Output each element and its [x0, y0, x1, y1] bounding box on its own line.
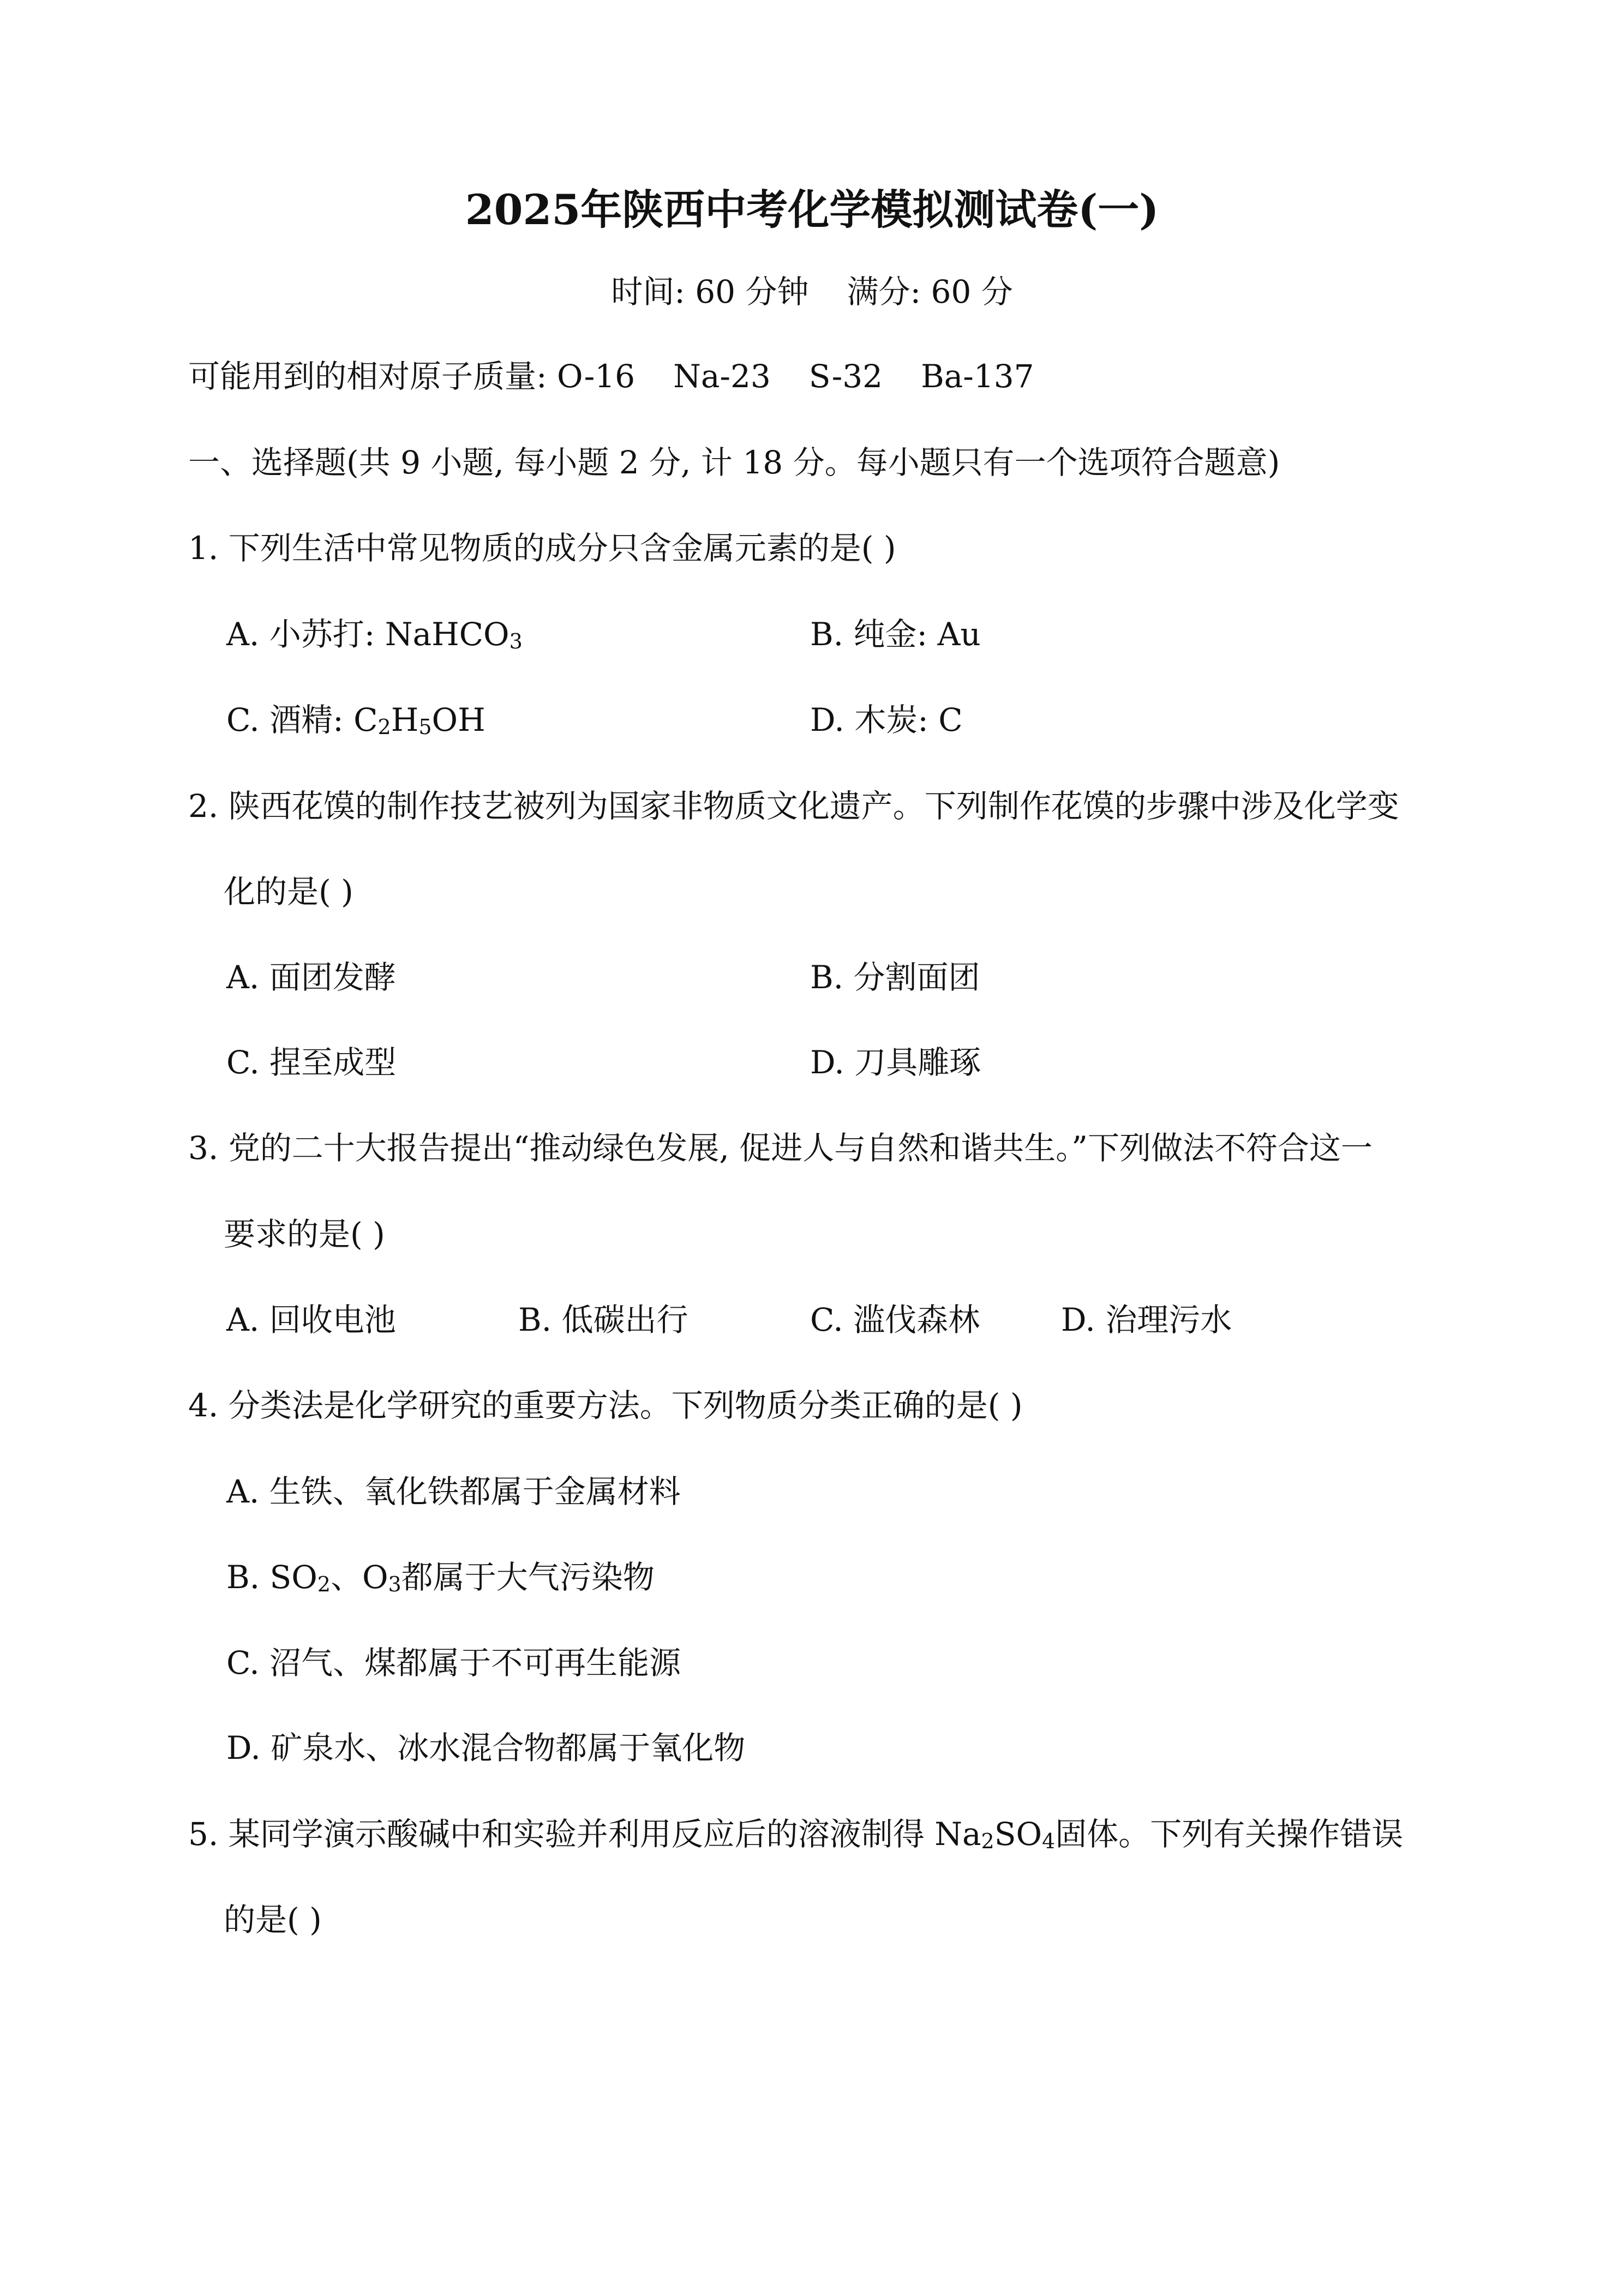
question-stem: 4. 分类法是化学研究的重要方法。下列物质分类正确的是( ): [188, 1387, 1023, 1424]
question-stem-continued: 要求的是( ): [224, 1216, 385, 1253]
question-stem-continued: 的是( ): [224, 1901, 322, 1938]
question-option-d: D. 治理污水: [1061, 1301, 1232, 1338]
question-option-b: B. SO2、O3都属于大气污染物: [226, 1559, 655, 1596]
question-option-d: D. 刀具雕琢: [810, 1044, 981, 1081]
question-option-c: C. 滥伐森林: [810, 1301, 980, 1338]
atomic-mass-item: Na-23: [673, 358, 771, 395]
question-option-b: B. 纯金: Au: [810, 616, 981, 653]
question-option-c: C. 酒精: C2H5OH: [226, 701, 486, 739]
question-option-a: A. 面团发酵: [226, 959, 396, 996]
question-option-b: B. 分割面团: [810, 959, 980, 996]
question-stem: 3. 党的二十大报告提出“推动绿色发展, 促进人与自然和谐共生。”下列做法不符合这一: [188, 1129, 1373, 1167]
exam-time-score: [0, 273, 1624, 311]
atomic-masses-label: 可能用到的相对原子质量:: [188, 358, 547, 395]
question-stem: 2. 陕西花馍的制作技艺被列为国家非物质文化遗产。下列制作花馍的步骤中涉及化学变: [188, 788, 1399, 825]
time-label: 时间: 60 分钟: [611, 273, 809, 310]
question-option-d: D. 木炭: C: [810, 701, 963, 738]
atomic-mass-item: S-32: [808, 358, 883, 395]
exam-title: 2025年陕西中考化学模拟测试卷(一): [465, 185, 1159, 234]
question-option-a: A. 小苏打: NaHCO3: [226, 616, 523, 653]
question-stem: 1. 下列生活中常见物质的成分只含金属元素的是( ): [188, 530, 896, 567]
question-option-c: C. 捏至成型: [226, 1044, 397, 1081]
question-stem: 5. 某同学演示酸碱中和实验并利用反应后的溶液制得 Na2SO4固体。下列有关操作错误: [188, 1816, 1404, 1853]
question-option-d: D. 矿泉水、冰水混合物都属于氧化物: [226, 1729, 746, 1766]
score-label: 满分: 60 分: [847, 273, 1013, 310]
question-option-c: C. 沼气、煤都属于不可再生能源: [226, 1644, 681, 1681]
section-heading: 一、选择题(共 9 小题, 每小题 2 分, 计 18 分。每小题只有一个选项符合题意): [188, 444, 1280, 481]
atomic-masses: [188, 357, 1034, 395]
question-option-b: B. 低碳出行: [518, 1301, 688, 1338]
atomic-mass-item: O-16: [556, 358, 636, 395]
question-option-a: A. 回收电池: [226, 1301, 396, 1338]
question-stem-continued: 化的是( ): [224, 873, 353, 910]
atomic-mass-item: Ba-137: [921, 358, 1034, 395]
question-option-a: A. 生铁、氧化铁都属于金属材料: [226, 1473, 681, 1510]
